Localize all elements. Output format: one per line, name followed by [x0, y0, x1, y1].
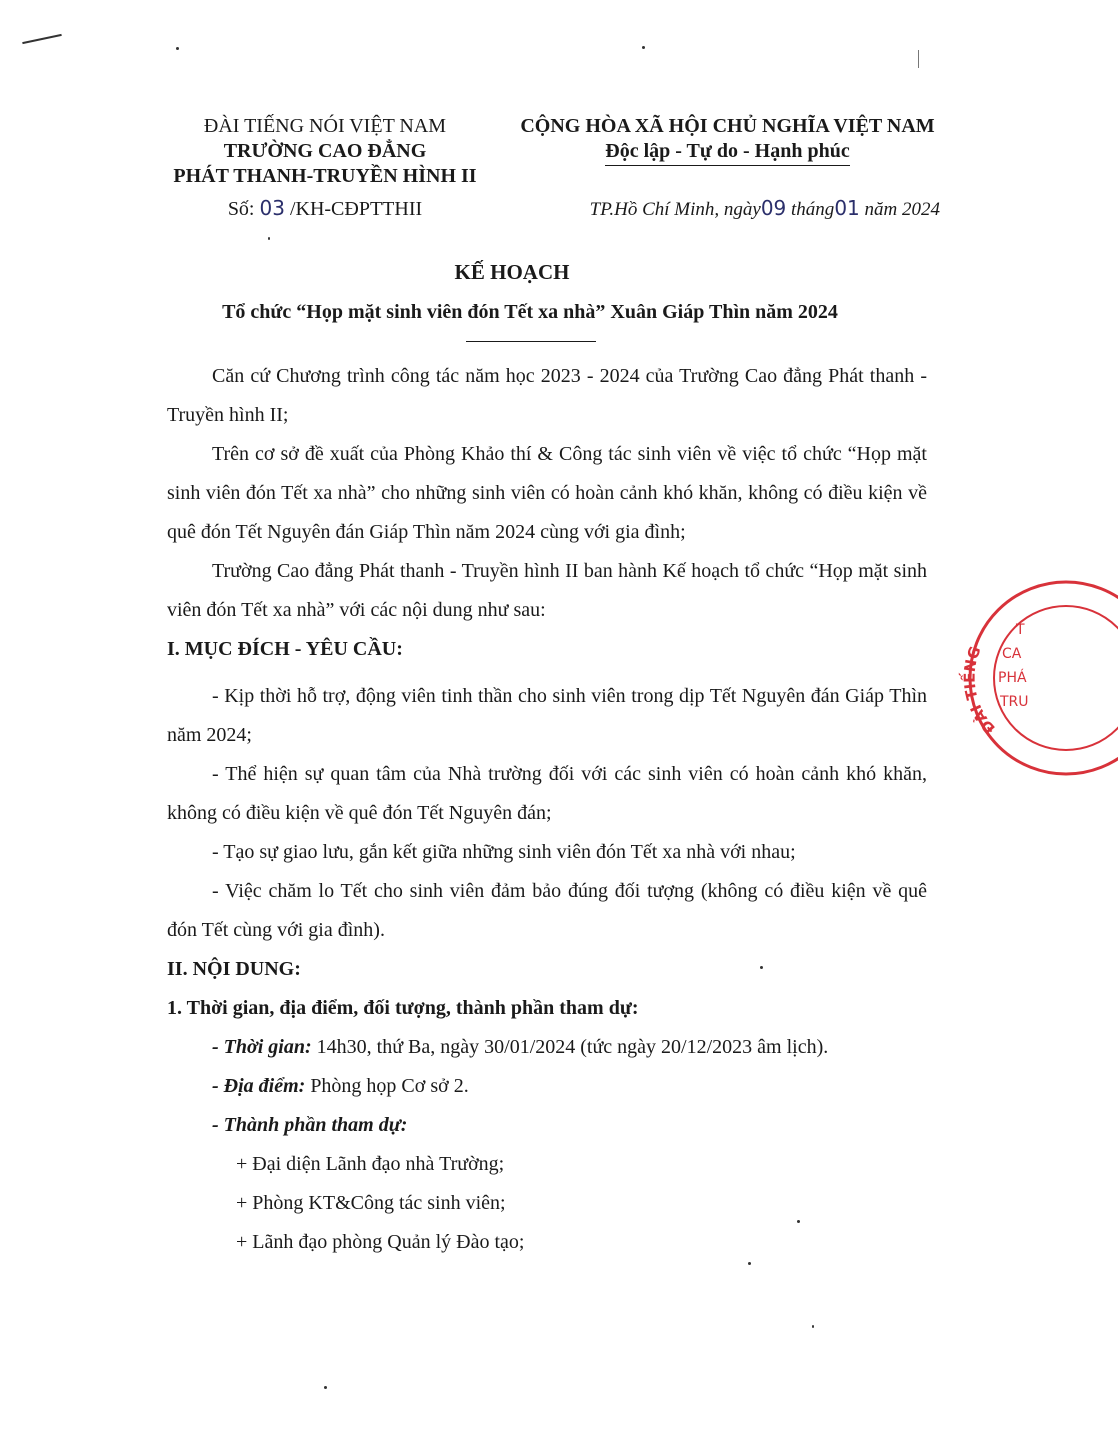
month-label: tháng [791, 199, 835, 220]
seal-line: T [1016, 622, 1025, 638]
seal-ring-text: ĐÀI TIẾNG [960, 643, 999, 738]
seal-line: TRU [1000, 694, 1029, 710]
place-date-prefix: TP.Hồ Chí Minh, ngày [589, 199, 761, 220]
section1-item: - Việc chăm lo Tết cho sinh viên đảm bảo đúng đối tượng (không có điều kiện về quê đón Tết cùng với gia đình). [167, 880, 927, 941]
issuer-name-line1: TRƯỜNG CAO ĐẲNG [223, 140, 427, 162]
date-day: 09 [760, 196, 787, 220]
nation-name: CỘNG HÒA XÃ HỘI CHỦ NGHĨA VIỆT NAM [520, 115, 935, 137]
scan-speck [748, 1262, 751, 1265]
scan-speck [176, 47, 179, 50]
national-motto: Độc lập - Tự do - Hạnh phúc [605, 139, 849, 166]
doc-no-suffix: /KH-CĐPTTHII [289, 198, 423, 220]
time-value: 14h30, thứ Ba, ngày 30/01/2024 (tức ngày 20/12/2023 âm lịch). [316, 1036, 829, 1058]
participants-label: - Thành phần tham dự: [212, 1114, 408, 1136]
issuer-name-line2: PHÁT THANH-TRUYỀN HÌNH II [173, 165, 477, 187]
participant-item: + Đại diện Lãnh đạo nhà Trường; [236, 1153, 505, 1175]
scan-speck [812, 1325, 814, 1328]
section1-item: - Kịp thời hỗ trợ, động viên tinh thần cho sinh viên trong dịp Tết Nguyên đán Giáp Thìn năm 2024; [167, 685, 927, 746]
section1-item: - Tạo sự giao lưu, gắn kết giữa những sinh viên đón Tết xa nhà với nhau; [212, 841, 796, 863]
section1-item: - Thể hiện sự quan tâm của Nhà trường đối với các sinh viên có hoàn cảnh khó khăn, không có điều kiện về quê đón Tết Nguyên đán; [167, 763, 927, 824]
scan-speck [642, 46, 645, 49]
document-subtitle: Tổ chức “Họp mặt sinh viên đón Tết xa nhà” Xuân Giáp Thìn năm 2024 [222, 301, 838, 323]
doc-no-value: 03 [259, 196, 285, 220]
document-title: KẾ HOẠCH [454, 260, 570, 284]
paragraph-proposal: Trên cơ sở đề xuất của Phòng Khảo thí & Công tác sinh viên về việc tổ chức “Họp mặt sinh viên đón Tết xa nhà” cho những sinh viên có hoàn cảnh khó khăn, không có điều kiện về quê đón Tết Nguyên đán Giáp Thìn năm 2024 cùng với gia đình; [167, 443, 927, 543]
national-header [505, 114, 950, 166]
title-divider [466, 341, 596, 342]
issuer-parent-org: ĐÀI TIẾNG NÓI VIỆT NAM [203, 115, 447, 137]
place-line [212, 1067, 932, 1106]
time-label: - Thời gian: [212, 1036, 312, 1058]
place-date [540, 196, 940, 221]
seal-line: PHÁ [998, 670, 1027, 686]
scan-speck [324, 1386, 327, 1389]
scan-speck [268, 237, 270, 240]
section2-heading: II. NỘI DUNG: [167, 958, 301, 980]
participant-item: + Phòng KT&Công tác sinh viên; [236, 1192, 506, 1214]
section1-heading: I. MỤC ĐÍCH - YÊU CẦU: [167, 638, 403, 660]
paragraph-issuance: Trường Cao đẳng Phát thanh - Truyền hình II ban hành Kế hoạch tổ chức “Họp mặt sinh viên đón Tết xa nhà” với các nội dung như sau: [167, 560, 927, 621]
seal-line: CA [1002, 646, 1022, 662]
official-seal-stamp [958, 578, 1118, 778]
participant-item: + Lãnh đạo phòng Quản lý Đào tạo; [236, 1231, 525, 1253]
date-month: 01 [834, 196, 860, 220]
place-label: - Địa điểm: [212, 1075, 306, 1097]
scan-mark [22, 34, 62, 44]
document-number [140, 196, 510, 221]
section2-sub1-heading: 1. Thời gian, địa điểm, đối tượng, thành phần tham dự: [167, 997, 639, 1019]
paragraph-basis: Căn cứ Chương trình công tác năm học 2023 - 2024 của Trường Cao đẳng Phát thanh - Truyền hình II; [167, 365, 927, 426]
issuer-block [140, 114, 510, 189]
time-line [212, 1028, 932, 1067]
place-value: Phòng họp Cơ sở 2. [310, 1075, 469, 1097]
doc-no-prefix: Số: [227, 198, 255, 220]
scan-mark [918, 50, 919, 68]
date-year: năm 2024 [864, 199, 940, 220]
